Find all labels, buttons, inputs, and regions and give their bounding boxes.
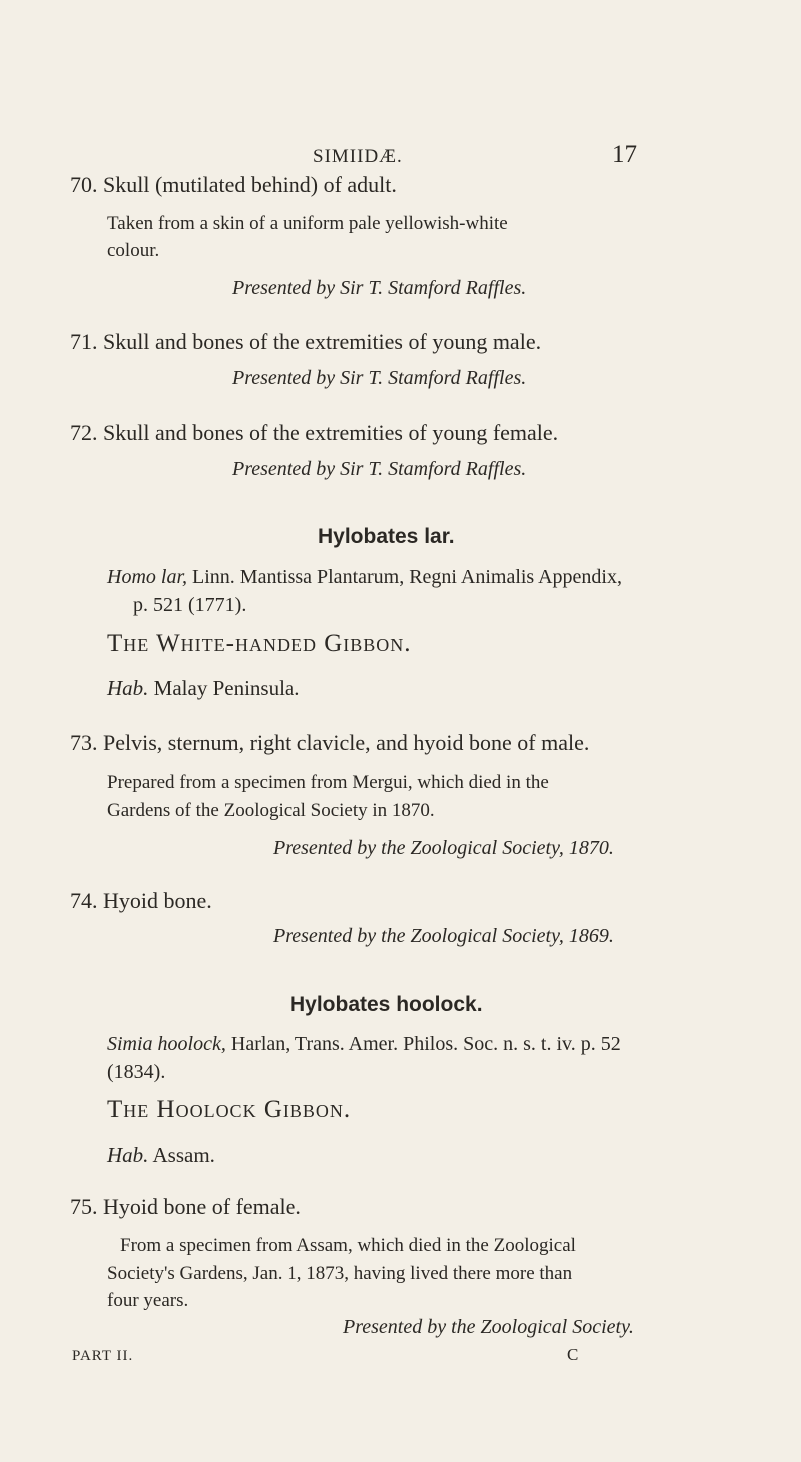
entry-71: [70, 329, 541, 355]
species-heading: Hylobates lar.: [318, 525, 455, 548]
entry-note: Prepared from a specimen from Mergui, which died in the: [107, 772, 549, 793]
presented-by: Presented by Sir T. Stamford Raffles.: [232, 458, 527, 480]
synonym-reference: Linn. Mantissa Plantarum, Regni Animalis Appendix,: [192, 566, 622, 588]
entry-note: colour.: [107, 240, 160, 261]
habitat-value: Malay Peninsula.: [153, 676, 300, 700]
synonym-name: Homo lar,: [107, 566, 188, 588]
entry-75: [70, 1194, 301, 1220]
common-name: The White-handed Gibbon.: [107, 630, 412, 657]
entry-text: Skull and bones of the extremities of young male.: [103, 329, 542, 354]
entry-note: four years.: [107, 1290, 189, 1311]
entry-text: Skull and bones of the extremities of young female.: [103, 420, 559, 445]
entry-number: 73.: [70, 730, 98, 755]
presented-by: Presented by the Zoological Society, 1869.: [273, 925, 614, 947]
entry-note: Gardens of the Zoological Society in 1870.: [107, 800, 435, 821]
entry-73: [70, 730, 589, 756]
synonym-line: [107, 566, 622, 589]
part-label: PART II.: [72, 1348, 134, 1364]
entry-number: 74.: [70, 888, 98, 913]
entry-text: Hyoid bone of female.: [103, 1194, 301, 1219]
entry-text: Hyoid bone.: [103, 888, 212, 913]
entry-number: 72.: [70, 420, 98, 445]
entry-number: 75.: [70, 1194, 98, 1219]
presented-by: Presented by Sir T. Stamford Raffles.: [232, 367, 527, 389]
entry-70: [70, 172, 397, 198]
presented-by: Presented by the Zoological Society.: [343, 1316, 634, 1338]
entry-74: [70, 888, 212, 914]
habitat: [107, 1143, 215, 1168]
habitat: [107, 676, 299, 701]
presented-by: Presented by the Zoological Society, 1870.: [273, 837, 614, 859]
synonym-name: Simia hoolock,: [107, 1033, 226, 1055]
synonym-line: [107, 1033, 621, 1056]
entry-note: Society's Gardens, Jan. 1, 1873, having lived there more than: [107, 1263, 573, 1284]
entry-number: 71.: [70, 329, 98, 354]
habitat-label: Hab.: [107, 1143, 149, 1167]
habitat-value: Assam.: [152, 1143, 215, 1167]
entry-number: 70.: [70, 172, 98, 197]
habitat-label: Hab.: [107, 676, 149, 700]
synonym-reference: p. 521 (1771).: [133, 594, 247, 616]
presented-by: Presented by Sir T. Stamford Raffles.: [232, 277, 527, 299]
common-name: The Hoolock Gibbon.: [107, 1096, 352, 1123]
running-title: SIMIIDÆ.: [313, 146, 403, 167]
species-heading: Hylobates hoolock.: [290, 993, 483, 1016]
entry-72: [70, 420, 558, 446]
synonym-reference: Harlan, Trans. Amer. Philos. Soc. n. s. t. iv. p. 52: [230, 1033, 621, 1055]
entry-text: Skull (mutilated behind) of adult.: [103, 172, 397, 197]
signature-mark: C: [567, 1345, 579, 1364]
page-number: 17: [612, 141, 637, 168]
entry-note: From a specimen from Assam, which died in the Zoological: [120, 1235, 576, 1256]
entry-text: Pelvis, sternum, right clavicle, and hyoid bone of male.: [103, 730, 590, 755]
entry-note: Taken from a skin of a uniform pale yellowish-white: [107, 213, 508, 234]
synonym-reference: (1834).: [107, 1061, 166, 1083]
